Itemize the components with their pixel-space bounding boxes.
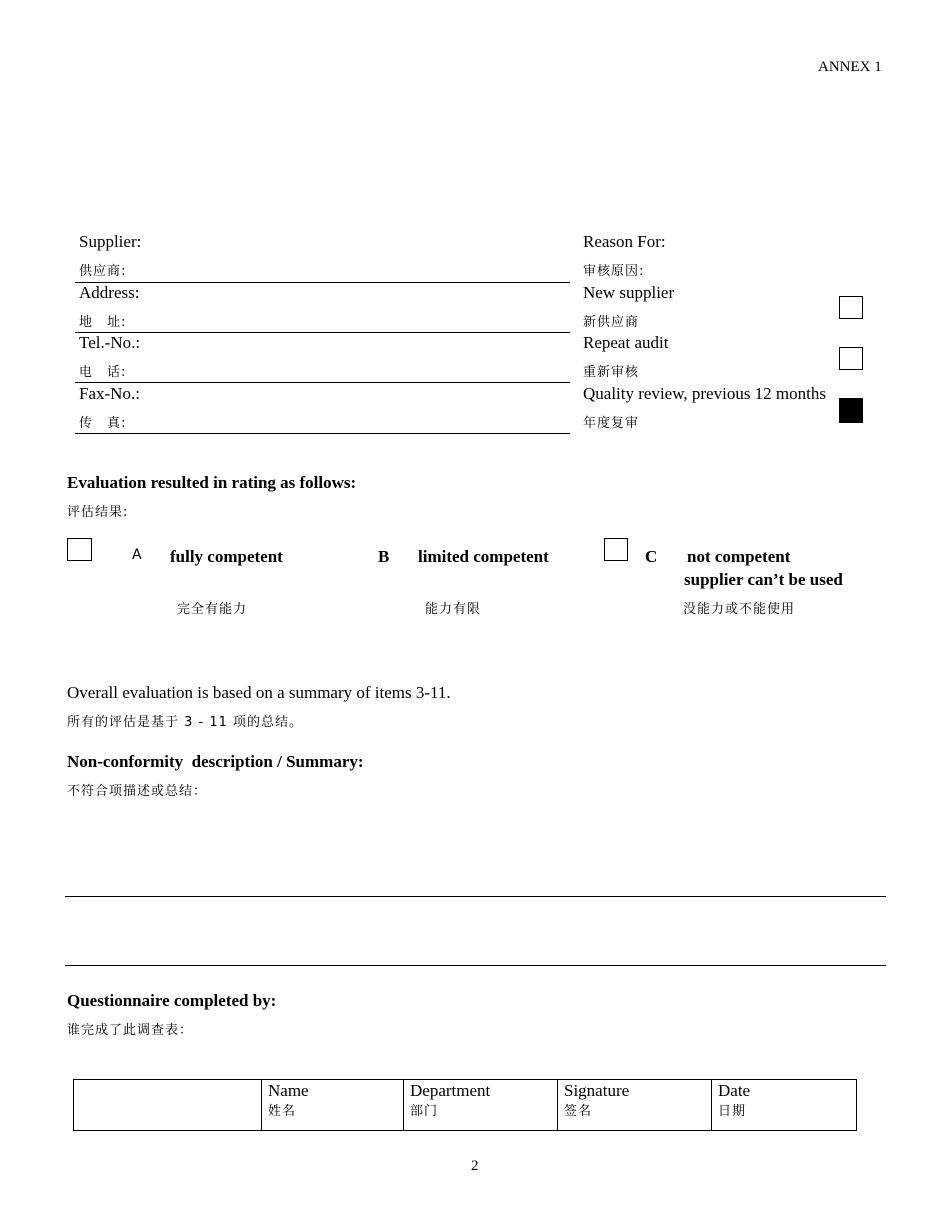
reason-repeat-audit-label: Repeat audit <box>583 333 669 352</box>
reason-title-zh: 审核原因: <box>583 264 645 279</box>
rating-b-label-zh: 能力有限 <box>425 602 482 617</box>
rating-b-letter: B <box>378 547 390 566</box>
name-cell[interactable] <box>262 1080 404 1131</box>
rating-a-label: fully competent <box>170 547 283 566</box>
rating-b-label: limited competent <box>418 547 549 566</box>
rating-c-letter: C <box>645 547 658 566</box>
questionnaire-title-zh: 谁完成了此调查表： <box>67 1023 194 1038</box>
nonconformity-title: Non-conformity description / Summary: <box>67 752 364 771</box>
signature-header-zh: 签名 <box>564 1104 593 1119</box>
nonconformity-line-2[interactable] <box>65 965 886 966</box>
name-header-zh: 姓名 <box>268 1104 297 1119</box>
nonconformity-line-1[interactable] <box>65 896 886 897</box>
reason-repeat-audit-label-zh: 重新审核 <box>583 365 640 380</box>
rating-a-checkbox[interactable] <box>67 538 92 561</box>
overall-text-zh: 所有的评估是基于 3 - 11 项的总结。 <box>67 715 304 730</box>
supplier-label: Supplier: <box>79 232 142 251</box>
tel-label-zh: 电 话: <box>79 365 127 380</box>
repeat-audit-checkbox[interactable] <box>839 347 863 370</box>
address-field-line[interactable] <box>75 332 570 333</box>
signature-header: Signature <box>564 1081 630 1100</box>
department-header-zh: 部门 <box>410 1104 439 1119</box>
quality-review-checkbox[interactable] <box>839 398 863 423</box>
nonconformity-title-zh: 不符合项描述或总结： <box>67 784 208 799</box>
department-header: Department <box>410 1081 491 1100</box>
reason-title: Reason For: <box>583 232 666 251</box>
questionnaire-title: Questionnaire completed by: <box>67 991 277 1010</box>
rating-c-label-zh: 没能力或不能使用 <box>683 602 796 617</box>
tel-label: Tel.-No.: <box>79 333 141 352</box>
rating-c-label: not competent <box>687 547 791 566</box>
reason-quality-review-label-zh: 年度复审 <box>583 416 640 431</box>
rating-a-label-zh: 完全有能力 <box>177 602 248 617</box>
date-cell[interactable] <box>712 1080 857 1131</box>
signature-table-cell-blank[interactable] <box>74 1080 262 1131</box>
supplier-field-line[interactable] <box>75 282 570 283</box>
address-label: Address: <box>79 283 140 302</box>
reason-quality-review-label: Quality review, previous 12 months <box>583 384 826 403</box>
new-supplier-checkbox[interactable] <box>839 296 863 319</box>
signature-table-row <box>74 1080 857 1131</box>
signature-cell[interactable] <box>558 1080 712 1131</box>
rating-c-label-line2: supplier can’t be used <box>684 570 843 589</box>
annex-label: ANNEX 1 <box>818 59 882 75</box>
rating-a-letter: A <box>132 547 142 563</box>
signature-table <box>73 1079 857 1131</box>
name-header: Name <box>268 1081 309 1100</box>
address-label-zh: 地 址: <box>79 315 127 330</box>
evaluation-title-zh: 评估结果: <box>67 505 129 520</box>
fax-label: Fax-No.: <box>79 384 140 403</box>
supplier-label-zh: 供应商: <box>79 264 127 279</box>
tel-field-line[interactable] <box>75 382 570 383</box>
reason-new-supplier-label: New supplier <box>583 283 675 302</box>
rating-c-checkbox[interactable] <box>604 538 628 561</box>
fax-field-line[interactable] <box>75 433 570 434</box>
date-header: Date <box>718 1081 751 1100</box>
reason-new-supplier-label-zh: 新供应商 <box>583 315 640 330</box>
page-number: 2 <box>471 1158 479 1174</box>
evaluation-title: Evaluation resulted in rating as follows: <box>67 473 357 492</box>
department-cell[interactable] <box>404 1080 558 1131</box>
fax-label-zh: 传 真: <box>79 416 127 431</box>
date-header-zh: 日期 <box>718 1104 747 1119</box>
overall-text: Overall evaluation is based on a summary of items 3-11. <box>67 683 451 702</box>
